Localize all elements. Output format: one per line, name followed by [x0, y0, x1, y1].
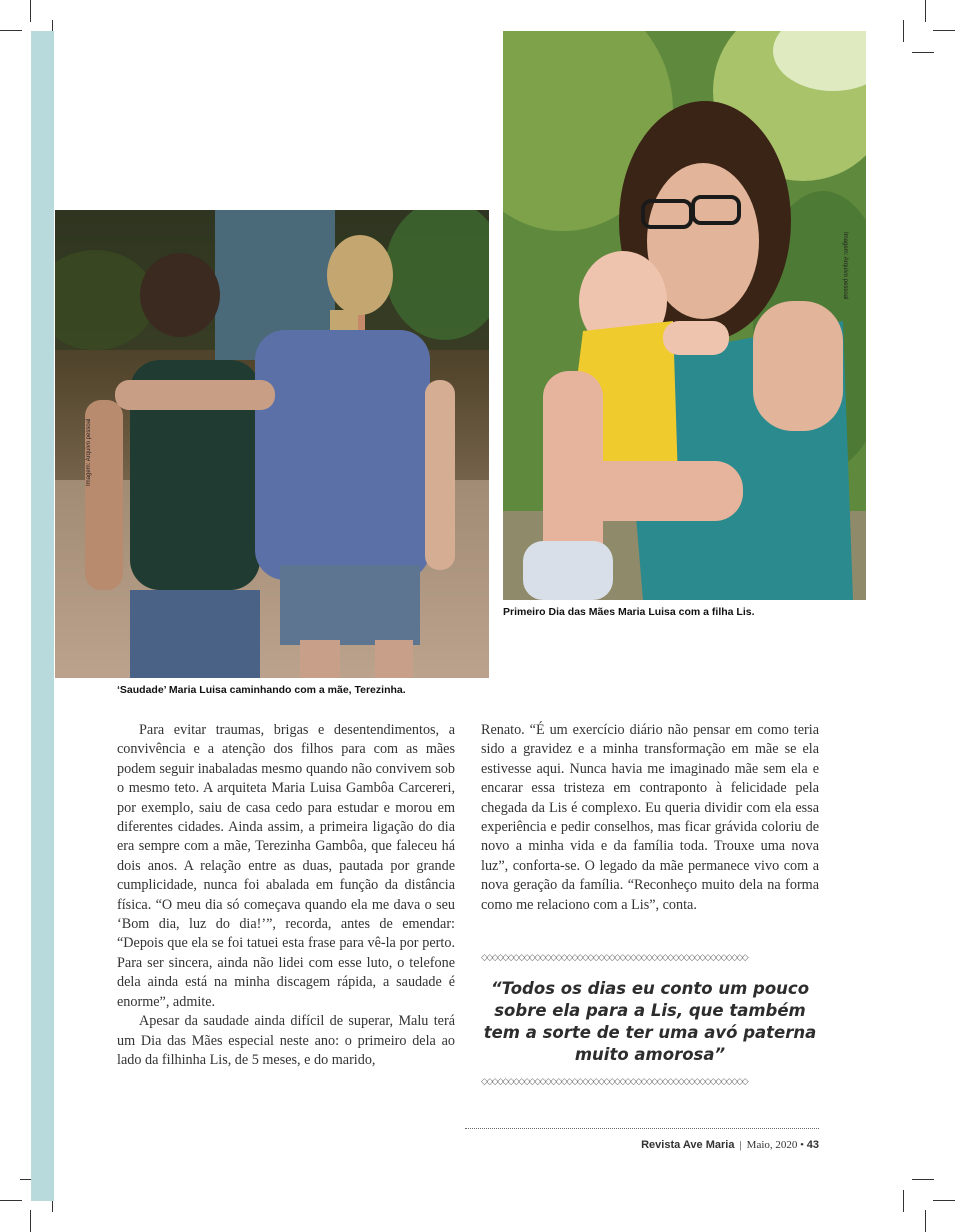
ornament-divider-top: ◇◇◇◇◇◇◇◇◇◇◇◇◇◇◇◇◇◇◇◇◇◇◇◇◇◇◇◇◇◇◇◇◇◇◇◇◇◇◇◇◇◇◇◇◇◇◇◇◇◇ [481, 954, 748, 963]
crop-mark [925, 0, 926, 22]
photo-mother-with-baby [503, 31, 866, 600]
crop-mark [912, 52, 934, 53]
side-color-strip [31, 31, 54, 1201]
photo-mother-daughter-walking [55, 210, 489, 678]
footer-separator: | [739, 1139, 742, 1151]
crop-mark [933, 30, 955, 31]
ornament-divider-bottom: ◇◇◇◇◇◇◇◇◇◇◇◇◇◇◇◇◇◇◇◇◇◇◇◇◇◇◇◇◇◇◇◇◇◇◇◇◇◇◇◇◇◇◇◇◇◇◇◇◇◇ [481, 1078, 748, 1087]
crop-mark [0, 30, 22, 31]
crop-mark [933, 1200, 955, 1201]
pull-quote: “Todos os dias eu conto um pouco sobre ela para a Lis, que também tem a sorte de ter uma avó paterna muito amorosa” [483, 979, 817, 1064]
article-paragraph: Apesar da saudade ainda difícil de superar, Malu terá um Dia das Mães especial neste ano: o primeiro dela ao lado da filhinha Lis, de 5 meses, e do marido, [117, 1013, 455, 1068]
crop-mark [925, 1210, 926, 1232]
photo-caption-right: Primeiro Dia das Mães Maria Luisa com a filha Lis. [503, 606, 755, 618]
crop-mark [903, 20, 904, 42]
article-column-1 [117, 721, 455, 1070]
article-column-2 [481, 721, 819, 915]
photo-credit: Imagem: Arquivo pessoal [842, 232, 848, 300]
magazine-name: Revista Ave Maria [641, 1139, 735, 1151]
article-paragraph: Renato. “É um exercício diário não pensar em como teria sido a gravidez e a minha transformação em mãe se ela estivesse aqui. Nunca havia me imaginado mãe sem ela e encarar essa tristeza em contraponto à felicidade pela chegada da Lis é complexo. Eu queria dividir com ela essa experiência e pedir conselhos, mas ficar grávida coloriu de novo a minha vida e da família toda. Trouxe uma nova luz”, conforta-se. O legado da mãe permanece vivo com a nova geração da família. “Reconheço muito dela na forma como me relaciono com a Lis”, conta. [481, 722, 819, 913]
crop-mark [0, 1200, 22, 1201]
crop-mark [30, 0, 31, 22]
photo-credit: Imagem: Arquivo pessoal [86, 418, 92, 486]
article-paragraph: Para evitar traumas, brigas e desentendimentos, a convivência e a atenção dos filhos para com as mães podem seguir inabaladas mesmo quando não convivem sob o mesmo teto. A arquiteta Maria Luisa Gambôa Carcereri, por exemplo, saiu de casa cedo para estudar e morou em diferentes cidades. Ainda assim, a primeira ligação do dia era sempre com a mãe, Terezinha Gambôa, que faleceu há dois anos. A relação entre as duas, pautada por grande cumplicidade, nunca foi abalada em função da distância física. “O meu dia só começava quando ela me dava o seu ‘Bom dia, luz do dia!’”, recorda, antes de emendar: “Depois que ela se foi tatuei esta frase para vê-la por perto. Para ser sincera, ainda não lidei com esse luto, o telefone dela ainda está na minha discagem rápida, a saudade é enorme”, admite. [117, 722, 455, 1010]
issue-date: Maio, 2020 • [746, 1139, 804, 1151]
crop-mark [30, 1210, 31, 1232]
photo-caption-left: ‘Saudade’ Maria Luisa caminhando com a mãe, Terezinha. [117, 684, 406, 696]
crop-mark [903, 1190, 904, 1212]
footer-rule [465, 1128, 819, 1129]
page-number: 43 [806, 1139, 819, 1151]
page-footer [641, 1139, 819, 1151]
crop-mark [912, 1179, 934, 1180]
